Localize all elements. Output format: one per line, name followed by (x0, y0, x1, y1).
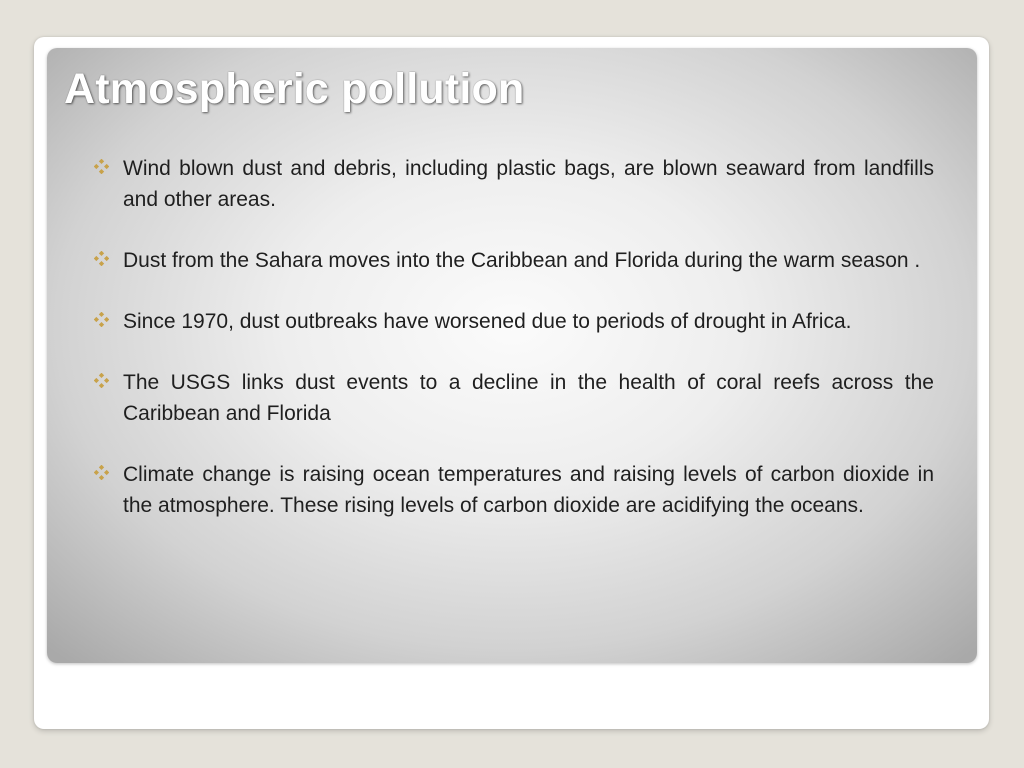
diamond-bullet-icon (94, 251, 109, 266)
bullet-list (94, 153, 934, 551)
bullet-text: Since 1970, dust outbreaks have worsened due to periods of drought in Africa. (123, 310, 852, 333)
diamond-bullet-icon (94, 312, 109, 327)
bullet-text: Dust from the Sahara moves into the Caribbean and Florida during the warm season . (123, 249, 921, 272)
diamond-bullet-icon (94, 159, 109, 174)
diamond-bullet-icon (94, 465, 109, 480)
bullet-item (94, 153, 934, 215)
bullet-text: Wind blown dust and debris, including plastic bags, are blown seaward from landfills and other areas. (123, 157, 934, 211)
bullet-text: The USGS links dust events to a decline in the health of coral reefs across the Caribbean and Florida (123, 371, 934, 425)
bullet-item (94, 367, 934, 429)
bullet-text: Climate change is raising ocean temperatures and raising levels of carbon dioxide in the atmosphere. These rising levels of carbon dioxide are acidifying the oceans. (123, 463, 934, 517)
diamond-bullet-icon (94, 373, 109, 388)
bullet-item (94, 459, 934, 521)
bullet-item (94, 306, 934, 337)
slide-title: Atmospheric pollution (64, 65, 525, 113)
bullet-item (94, 245, 934, 276)
